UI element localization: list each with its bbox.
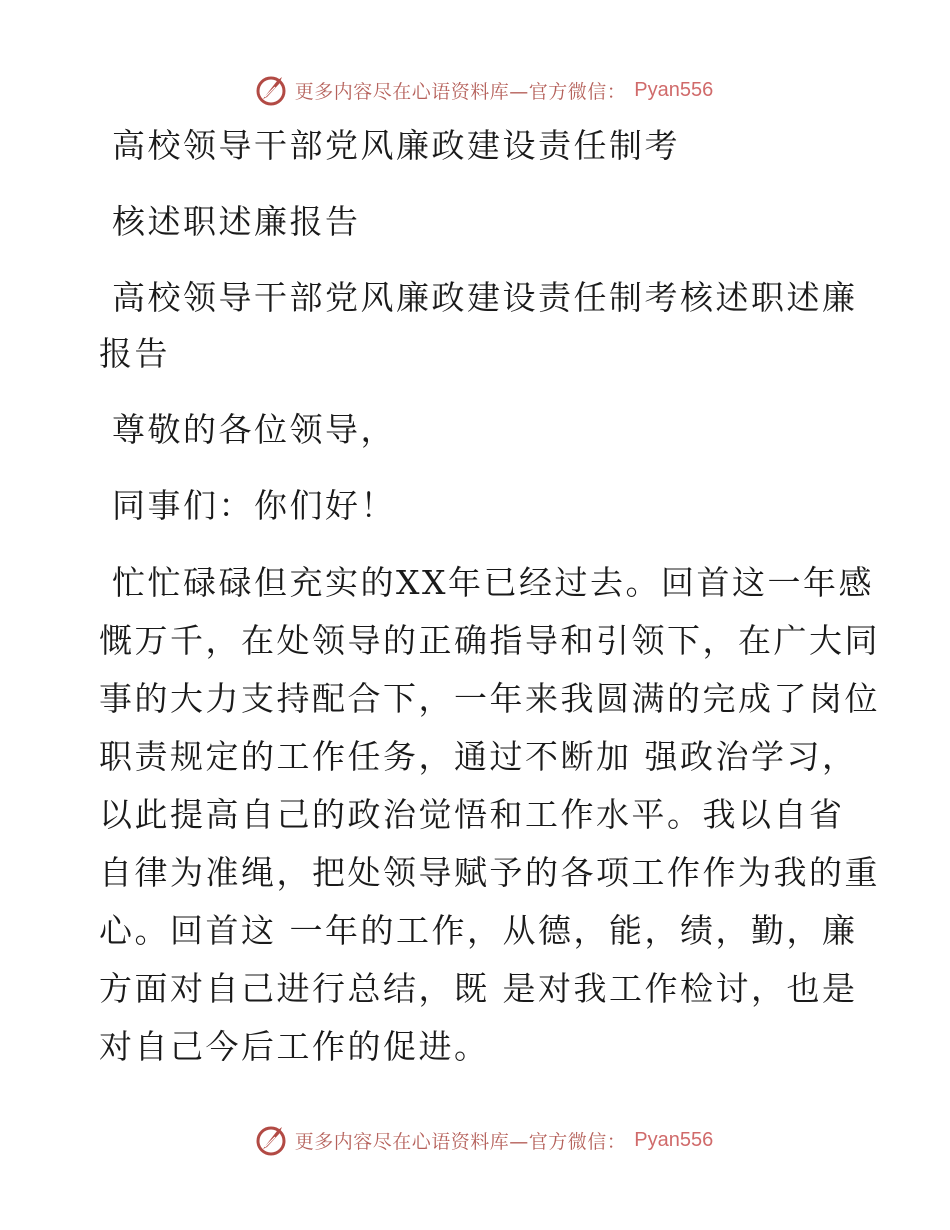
header-banner [0,70,950,110]
greeting-line-2: 同事们：你们好！ [99,486,396,525]
greeting-line-1: 尊敬的各位领导， [99,410,396,449]
banner-wechat-handle: Pyan556 [634,1128,714,1151]
body-line: 心。回首这 一年的工作，从德，能，绩，勤，廉 [99,911,858,950]
banner-text: 更多内容尽在心语资料库—官方微信： [294,1130,627,1153]
banner-text: 更多内容尽在心语资料库—官方微信： [294,80,627,103]
banner-content [255,73,713,107]
body-paragraph [99,554,880,1076]
banner-content [255,1123,713,1157]
document-title-line-2: 核述职述廉报告 [99,202,361,241]
quill-circle-icon [255,73,289,107]
footer-banner [0,1120,950,1160]
document-subtitle-line-2: 报告 [99,334,170,373]
body-line: 事的大力支持配合下，一年来我圆满的完成了岗位 [99,679,880,718]
body-line: 自律为准绳，把处领导赋予的各项工作作为我的重 [99,853,880,892]
body-line: 以此提高自己的政治觉悟和工作水平。我以自省 [99,795,845,834]
document-subtitle-line-1: 高校领导干部党风廉政建设责任制考核述职述廉 [99,278,858,317]
body-line: 职责规定的工作任务，通过不断加 强政治学习， [99,737,858,776]
body-line: 方面对自己进行总结，既 是对我工作检讨，也是 [99,969,858,1008]
body-line: 忙忙碌碌但充实的XX年已经过去。回首这一年感 [99,563,874,602]
document-body [99,118,880,1076]
banner-wechat-handle: Pyan556 [634,78,714,101]
document-title-line-1: 高校领导干部党风廉政建设责任制考 [99,126,680,165]
body-line: 对自己今后工作的促进。 [99,1027,490,1066]
body-line: 慨万千，在处领导的正确指导和引领下，在广大同 [99,621,880,660]
quill-circle-icon [255,1123,289,1157]
